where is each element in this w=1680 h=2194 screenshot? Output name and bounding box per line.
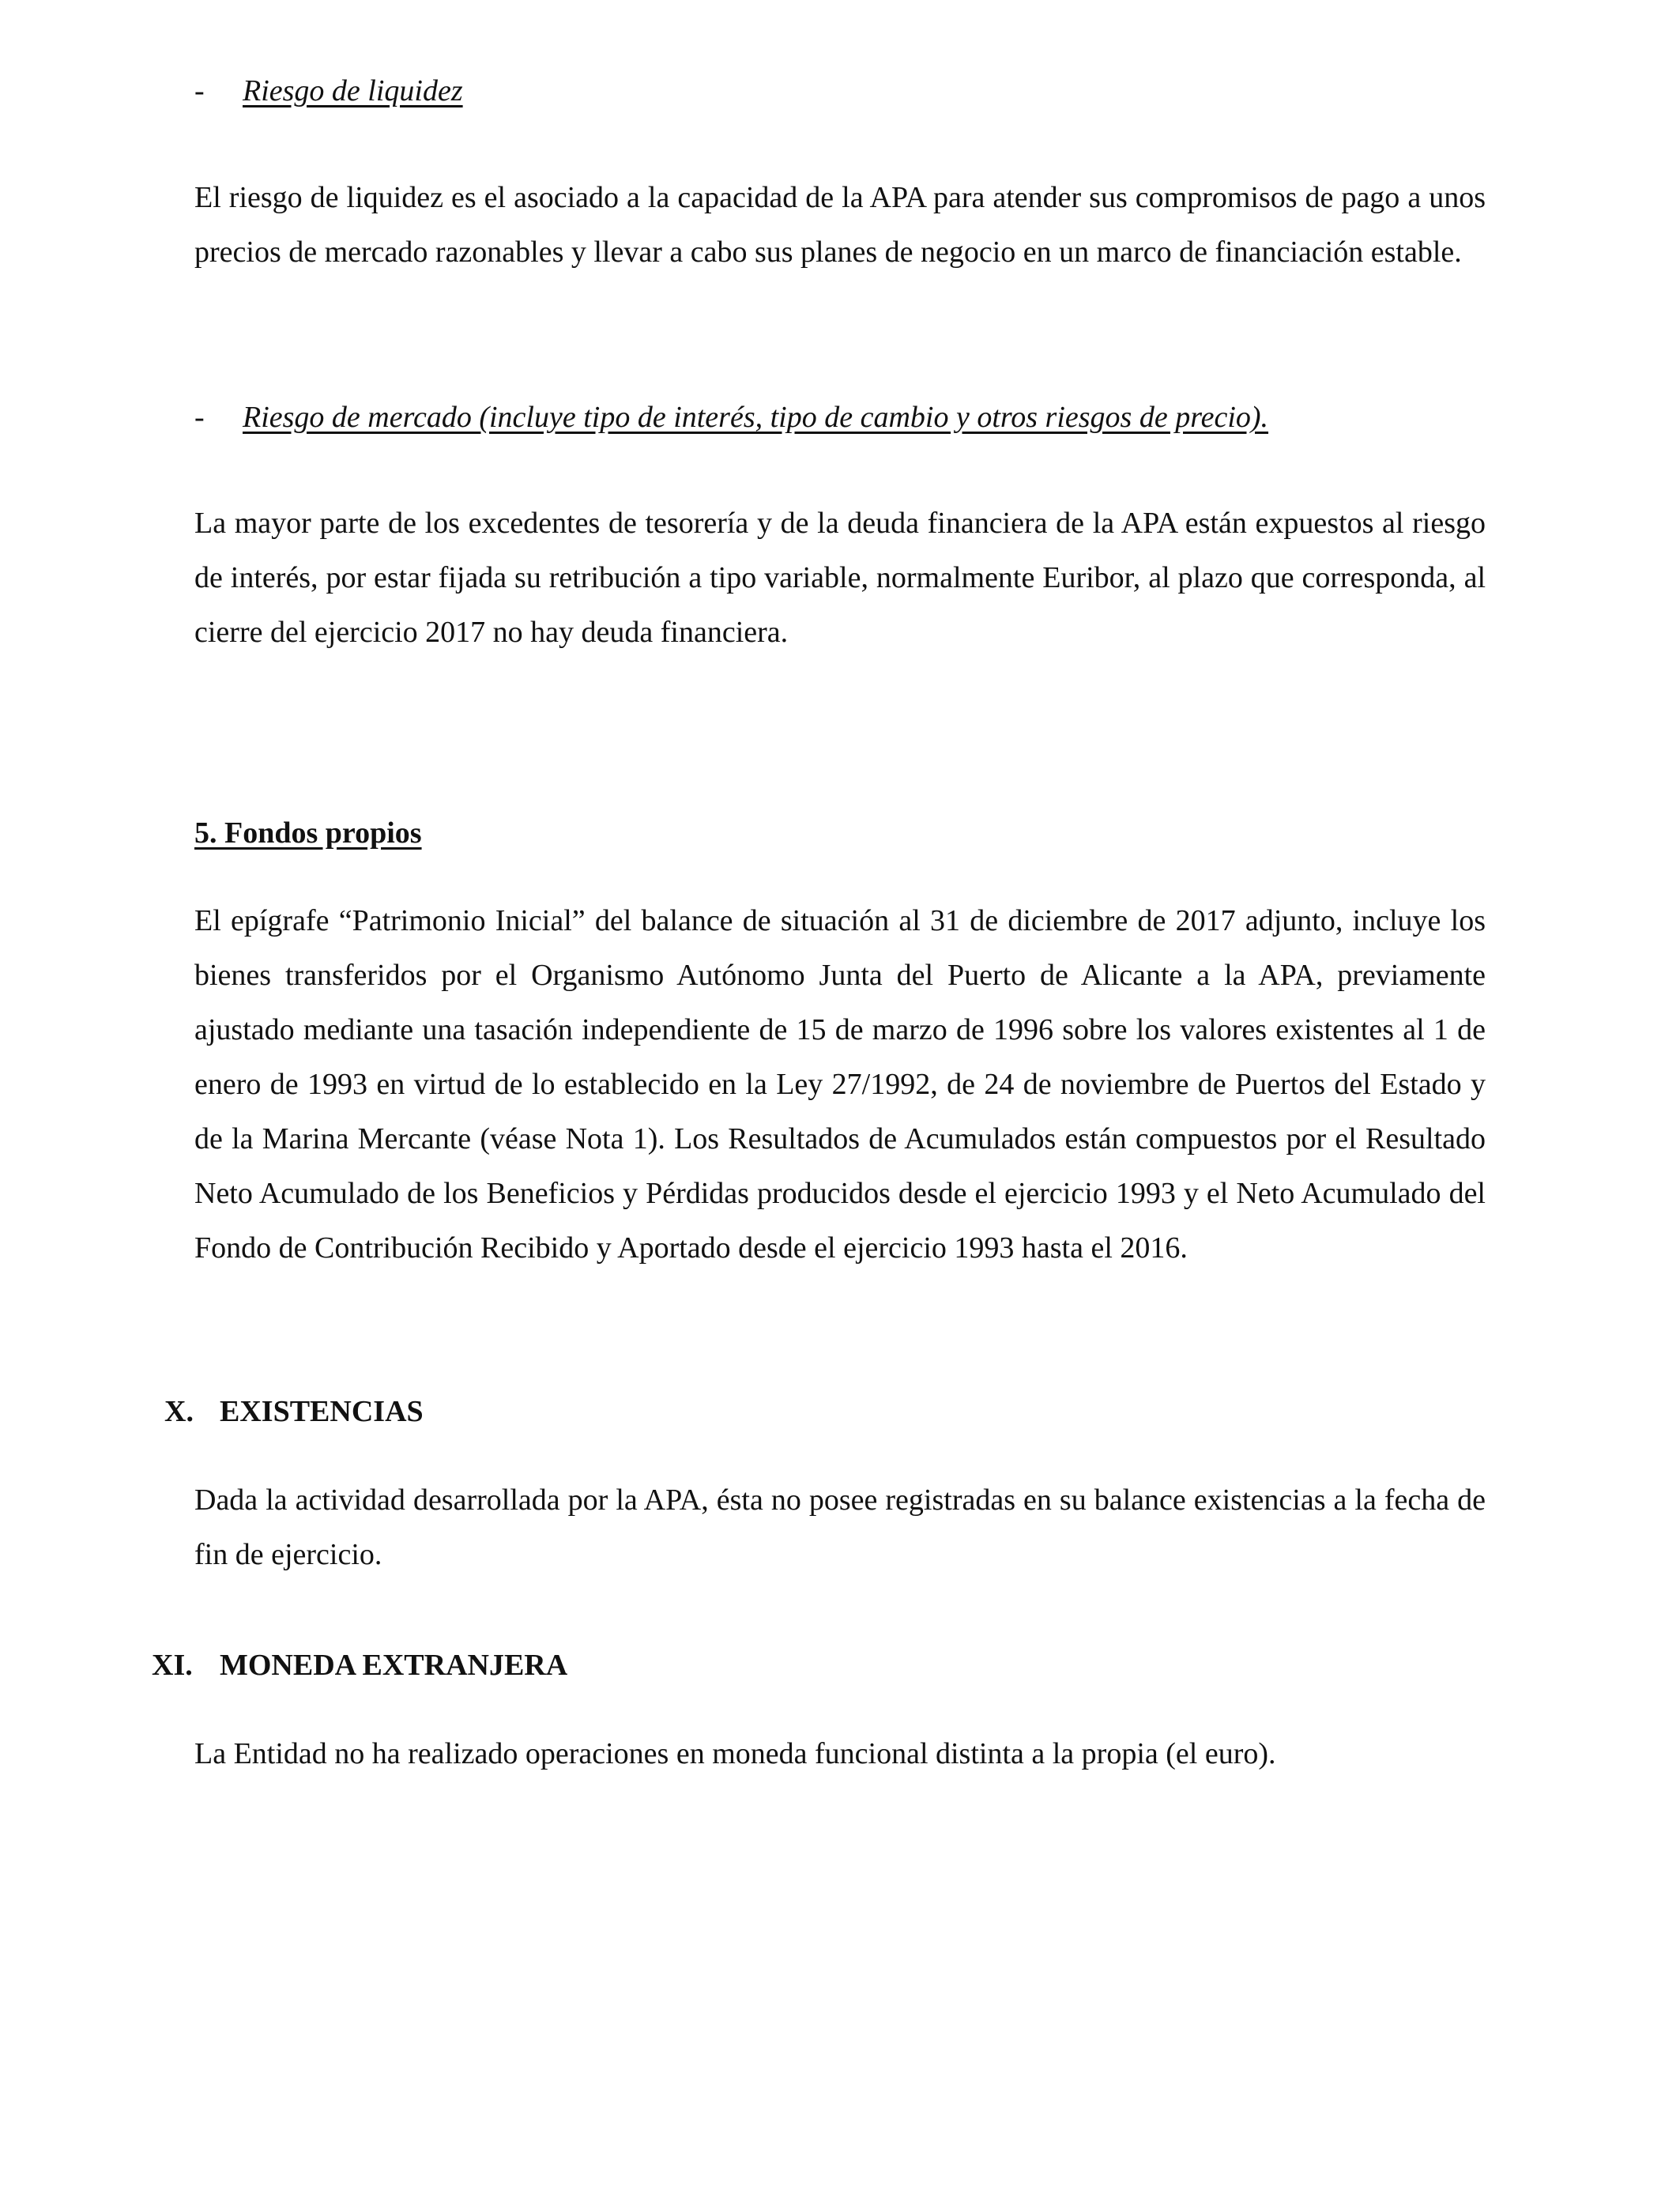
market-risk-paragraph: La mayor parte de los excedentes de tesorería y de la deuda financiera de la APA están expuestos al riesgo de interés, por estar fijada su retribución a tipo variable, normalmente Euribor, al plazo que corresponda, al cierre del ejercicio 2017 no hay deuda financiera. — [194, 507, 1486, 649]
existencias-paragraph: Dada la actividad desarrollada por la APA, ésta no posee registradas en su balance existencias a la fecha de fin de ejercicio. — [194, 1483, 1486, 1571]
fondos-propios-heading: 5. Fondos propios — [194, 816, 422, 850]
existencias-heading: EXISTENCIAS — [220, 1395, 424, 1428]
fondos-propios-paragraph: El epígrafe “Patrimonio Inicial” del balance de situación al 31 de diciembre de 2017 adjunto, incluye los bienes transferidos por el Organismo Autónomo Junta del Puerto de Alicante a la APA, previamente ajustado mediante una tasación independiente de 15 de marzo de 1996 sobre los valores existentes al 1 de enero de 1993 en virtud de lo establecido en la Ley 27/1992, de 24 de noviembre de Puertos del Estado y de la Marina Mercante (véase Nota 1). Los Resultados de Acumulados están compuestos por el Resultado Neto Acumulado de los Beneficios y Pérdidas producidos desde el ejercicio 1993 y el Neto Acumulado del Fondo de Contribución Recibido y Aportado desde el ejercicio 1993 hasta el 2016. — [194, 904, 1486, 1265]
liquidity-bullet-dash: - — [194, 74, 205, 107]
moneda-paragraph: La Entidad no ha realizado operaciones en moneda funcional distinta a la propia (el euro). — [194, 1737, 1276, 1770]
moneda-heading: MONEDA EXTRANJERA — [220, 1649, 568, 1682]
moneda-section-number: XI. — [152, 1649, 193, 1682]
existencias-section-number: X. — [164, 1395, 194, 1428]
market-risk-title: Riesgo de mercado (incluye tipo de interés, tipo de cambio y otros riesgos de precio). — [243, 401, 1269, 434]
liquidity-risk-paragraph: El riesgo de liquidez es el asociado a la capacidad de la APA para atender sus compromisos de pago a unos precios de mercado razonables y llevar a cabo sus planes de negocio en un marco de financiación estable. — [194, 181, 1486, 269]
market-bullet-dash: - — [194, 401, 205, 434]
liquidity-risk-title: Riesgo de liquidez — [243, 74, 463, 107]
